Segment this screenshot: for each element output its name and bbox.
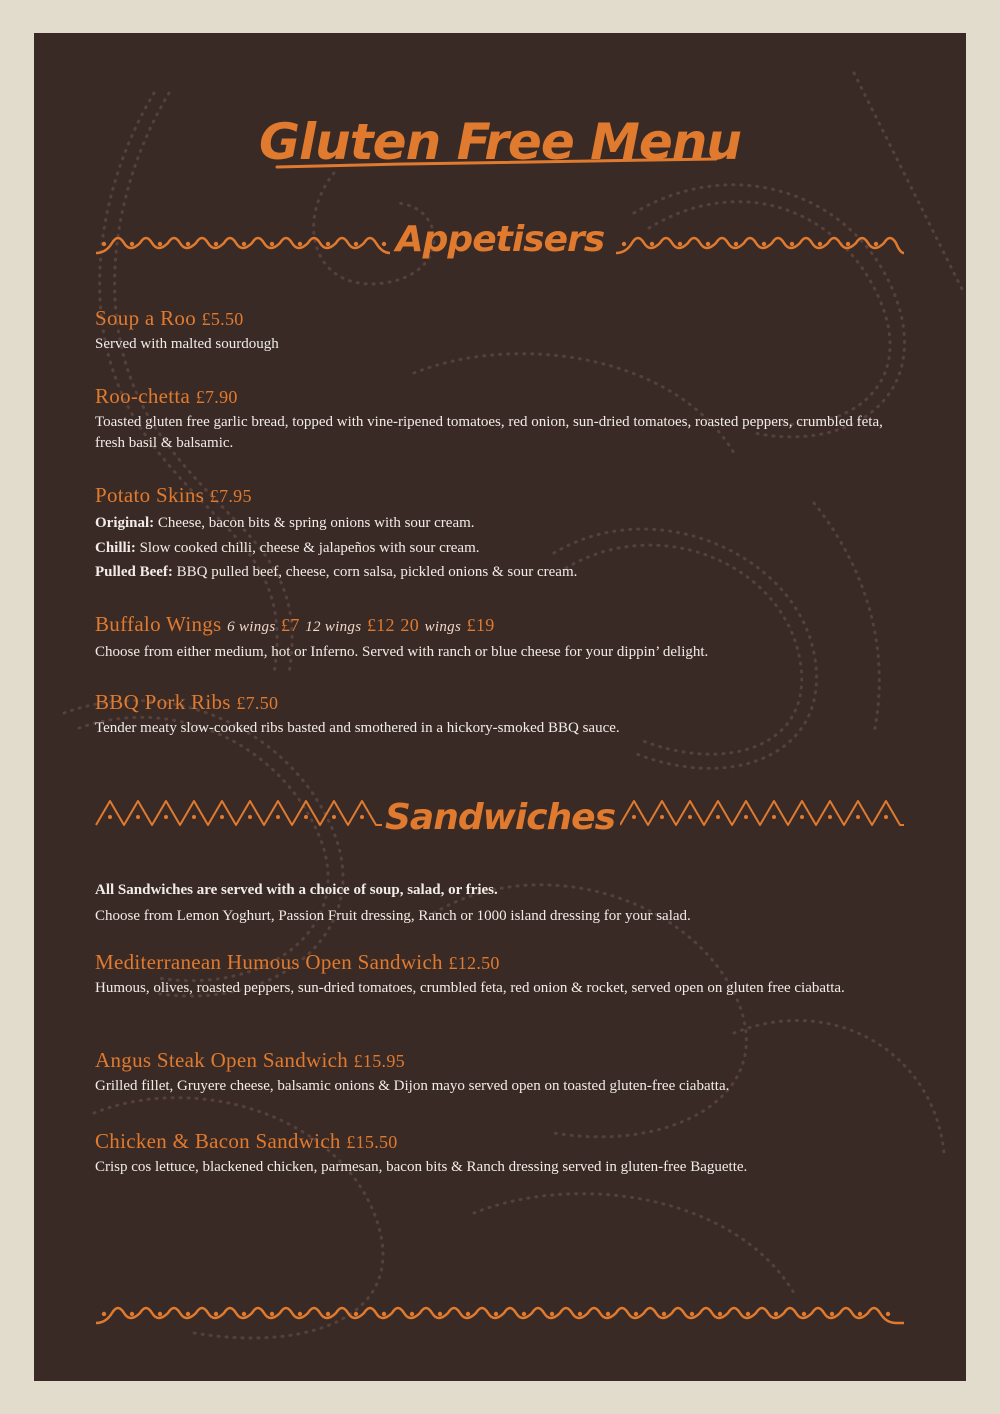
item-price: £7.90 (195, 387, 238, 407)
item-price: £12.50 (448, 953, 500, 973)
size-price: £19 (466, 615, 495, 635)
item-name: Angus Steak Open Sandwich (95, 1048, 349, 1072)
menu-item (95, 949, 895, 999)
menu-item (95, 1128, 895, 1178)
option-text: BBQ pulled beef, cheese, corn salsa, pickled onions & sour cream. (176, 564, 578, 580)
menu-title: Gluten Free Menu (259, 113, 741, 171)
item-description: Tender meaty slow-cooked ribs basted and smothered in a hickory-smoked BBQ sauce. (95, 720, 620, 736)
appetisers-heading: Appetisers (395, 219, 605, 260)
menu-item (95, 689, 895, 739)
size-price: £7 (281, 615, 300, 635)
item-name: Chicken & Bacon Sandwich (95, 1129, 341, 1153)
size-label: 12 wings (305, 619, 362, 635)
item-price: £15.95 (353, 1051, 405, 1071)
item-description: Crisp cos lettuce, blackened chicken, parmesan, bacon bits & Ranch dressing served in gluten-free Baguette. (95, 1159, 748, 1175)
menu-item (95, 482, 895, 585)
item-price: £7.50 (236, 693, 279, 713)
menu-item (95, 1047, 895, 1097)
bottom-wave-ornament (94, 1289, 906, 1329)
size-label: 20 (400, 615, 420, 635)
item-name: Roo-chetta (95, 384, 191, 408)
option-label: Chilli: (95, 539, 136, 556)
sandwich-notes (95, 877, 895, 929)
item-description: Served with malted sourdough (95, 336, 279, 352)
right-wave-ornament (614, 213, 906, 273)
item-name: Potato Skins (95, 483, 205, 507)
menu-item (95, 305, 895, 355)
option-line (95, 560, 895, 585)
size-label: 6 wings (227, 619, 276, 635)
item-price: £15.50 (346, 1132, 398, 1152)
title-underline (274, 155, 724, 175)
item-name: BBQ Pork Ribs (95, 690, 231, 714)
item-price: £7.95 (209, 486, 252, 506)
option-line (95, 511, 895, 536)
menu-item (95, 383, 895, 454)
size-price: £12 (366, 615, 395, 635)
option-line (95, 536, 895, 561)
option-text: Cheese, bacon bits & spring onions with sour cream. (157, 515, 475, 531)
item-price: £5.50 (201, 309, 244, 329)
menu-item (95, 611, 895, 663)
option-label: Original: (95, 515, 155, 531)
sandwich-intro-bold: All Sandwiches are served with a choice of soup, salad, or fries. (95, 882, 498, 898)
option-text: Slow cooked chilli, cheese & jalapeños with sour cream. (139, 539, 480, 556)
item-description: Choose from either medium, hot or Inferno. Served with ranch or blue cheese for your dippin’ delight. (95, 644, 709, 660)
item-name: Buffalo Wings (95, 612, 222, 636)
item-options (95, 511, 895, 585)
item-name: Mediterranean Humous Open Sandwich (95, 950, 443, 974)
item-description: Humous, olives, roasted peppers, sun-dried tomatoes, crumbled feta, red onion & rocket, served open on gluten free ciabatta. (95, 980, 845, 996)
menu-page (34, 33, 966, 1381)
item-description: Grilled fillet, Gruyere cheese, balsamic onions & Dijon mayo served open on toasted gluten-free ciabatta. (95, 1078, 730, 1094)
option-label: Pulled Beef: (95, 564, 173, 580)
item-name: Soup a Roo (95, 306, 197, 330)
sandwich-intro: Choose from Lemon Yoghurt, Passion Fruit dressing, Ranch or 1000 island dressing for your salad. (95, 908, 691, 924)
size-label: wings (424, 619, 462, 635)
right-zigzag-ornament (620, 791, 906, 841)
item-description: Toasted gluten free garlic bread, topped with vine-ripened tomatoes, red onion, sun-dried tomatoes, roasted peppers, crumbled feta, fresh basil & balsamic. (95, 414, 883, 451)
appetisers-header (94, 213, 906, 273)
sandwiches-heading: Sandwiches (384, 797, 616, 838)
sandwiches-header (94, 791, 906, 851)
